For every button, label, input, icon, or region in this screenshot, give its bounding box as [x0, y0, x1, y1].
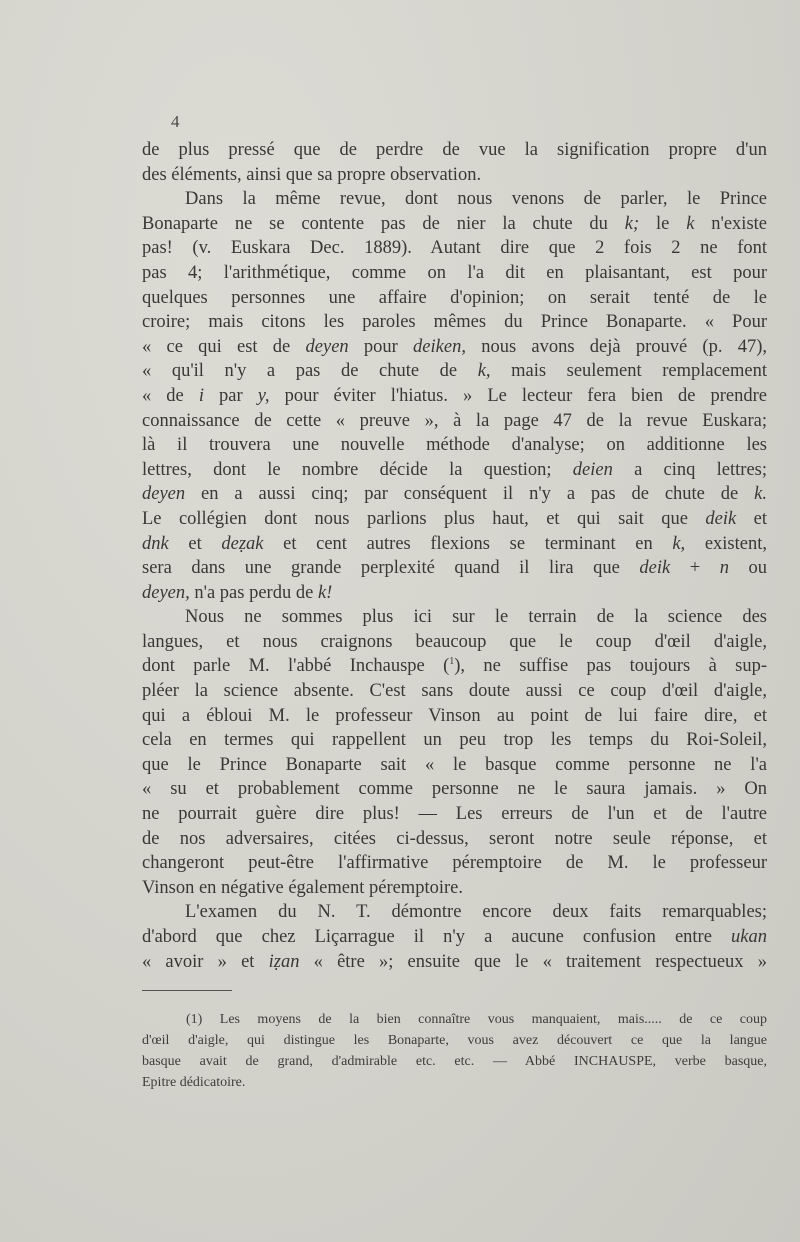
- text-line: [142, 337, 767, 362]
- text-line: [142, 853, 767, 878]
- text-segment: ou: [728, 558, 768, 579]
- footnote-line: Epitre dédicatoire.: [142, 1075, 246, 1090]
- footnote-line: d'œil d'aigle, qui distingue les Bonaparte, vous avez découvert ce que la langue: [142, 1033, 767, 1048]
- text-segment: de plus pressé que de perdre de vue la signification propre d'un: [142, 140, 767, 160]
- footnote-line: (1) Les moyens de la bien connaître vous manquaient, mais..... de ce coup: [186, 1012, 767, 1027]
- text-line: [142, 804, 767, 829]
- italic-term: k;: [624, 213, 640, 234]
- text-line: [142, 632, 767, 657]
- text-segment: mais seulement remplacement: [490, 361, 767, 382]
- text-line: [142, 214, 767, 239]
- text-segment: et: [736, 508, 768, 529]
- italic-term: k.: [754, 484, 767, 505]
- text-segment: croire; mais citons les paroles mêmes du Prince Bonaparte. « Pour: [142, 312, 767, 333]
- text-segment: Dans la même revue, dont nous venons de parler, le Prince: [185, 189, 767, 210]
- text-segment: Nous ne sommes plus ici sur le terrain de la science des: [185, 607, 767, 628]
- italic-term: ukan: [731, 927, 767, 947]
- text-segment: pléer la science absente. C'est sans doute aussi ce coup d'œil d'aigle,: [142, 681, 767, 702]
- text-line: [142, 607, 767, 632]
- text-line: [142, 411, 767, 436]
- text-segment: et cent autres flexions se terminant en: [263, 533, 673, 554]
- text-segment: en a aussi cinq; par conséquent il n'y a pas de chute de: [185, 484, 755, 505]
- text-segment: et: [168, 533, 222, 554]
- text-line: [142, 386, 767, 411]
- text-line: [142, 189, 767, 214]
- text-segment: ), ne suffise pas toujours à sup-: [454, 656, 767, 677]
- text-line: [142, 755, 767, 780]
- footnote-line: basque avait de grand, d'admirable etc. etc. — Abbé INCHAUSPE, verbe basque,: [142, 1054, 767, 1069]
- text-line: [142, 902, 767, 927]
- text-segment: nous avons dejà prouvé (p. 47),: [465, 336, 767, 357]
- text-line: [142, 927, 767, 952]
- text-segment: connaissance de cette « preuve », à la page 47 de la revue Euskara;: [142, 410, 767, 431]
- text-segment: a cinq lettres;: [612, 459, 767, 480]
- text-segment: cela en termes qui rappellent un peu trop les temps du Roi-Soleil,: [142, 730, 767, 751]
- text-segment: « su et probablement comme personne ne le saura jamais. » On: [142, 779, 767, 800]
- text-line: [142, 558, 767, 583]
- text-segment: pas 4; l'arithmétique, comme on l'a dit en plaisantant, est pour: [142, 262, 767, 283]
- text-segment: quelques personnes une affaire d'opinion; on serait tenté de le: [142, 287, 767, 308]
- text-segment: « être »; ensuite que le « traitement respectueux »: [299, 951, 767, 972]
- text-segment: là il trouvera une nouvelle méthode d'analyse; on additionne les: [142, 435, 767, 456]
- text-line: [142, 435, 767, 460]
- text-line: [142, 165, 767, 190]
- text-line: [142, 460, 767, 485]
- text-segment: pour: [348, 336, 414, 357]
- text-line: [142, 263, 767, 288]
- text-segment: « de: [142, 385, 199, 406]
- text-line: [142, 534, 767, 559]
- text-segment: Bonaparte ne se contente pas de nier la chute du: [142, 213, 625, 234]
- text-line: [142, 829, 767, 854]
- text-segment: dont parle M. l'abbé Inchauspe (: [142, 656, 450, 677]
- text-segment: « qu'il n'y a pas de chute de: [142, 361, 478, 382]
- body-text: [142, 140, 767, 976]
- text-segment: n'existe: [694, 213, 767, 234]
- text-segment: qui a ébloui M. le professeur Vinson au point de lui faire dire, et: [142, 705, 767, 726]
- text-line: [142, 681, 767, 706]
- footnote-ref: 1: [449, 656, 455, 668]
- text-segment: Vinson en négative également péremptoire.: [142, 877, 463, 898]
- italic-term: deyen: [142, 484, 186, 505]
- text-line: [142, 779, 767, 804]
- italic-term: n: [719, 558, 729, 579]
- italic-term: dnk: [142, 533, 169, 554]
- text-line: [142, 312, 767, 337]
- text-segment: existent,: [685, 533, 767, 554]
- text-segment: des éléments, ainsi que sa propre observation.: [142, 164, 482, 185]
- text-segment: n'a pas perdu de: [189, 582, 318, 603]
- italic-term: i: [198, 385, 204, 406]
- text-segment: que le Prince Bonaparte sait « le basque comme personne ne l'a: [142, 754, 767, 775]
- italic-term: deik: [705, 508, 737, 529]
- text-segment: pour éviter l'hiatus. » Le lecteur fera bien de prendre: [269, 385, 768, 406]
- text-segment: Le collégien dont nous parlions plus haut, et qui sait que: [142, 508, 706, 529]
- text-line: [142, 140, 767, 165]
- text-line: [142, 238, 767, 263]
- text-line: [142, 509, 767, 534]
- text-line: [142, 730, 767, 755]
- text-segment: « ce qui est de: [142, 336, 306, 357]
- italic-term: deyen: [305, 336, 349, 357]
- italic-term: y,: [257, 385, 270, 406]
- italic-term: k,: [477, 361, 491, 382]
- italic-term: k,: [672, 533, 686, 554]
- text-segment: « avoir » et: [142, 951, 269, 972]
- italic-term: deik: [639, 558, 671, 579]
- text-line: [142, 706, 767, 731]
- text-segment: par: [203, 385, 258, 406]
- text-line: [142, 484, 767, 509]
- text-segment: +: [670, 558, 720, 579]
- italic-term: deiken,: [413, 336, 466, 357]
- text-segment: d'abord que chez Liçarrague il n'y a aucune confusion entre: [142, 927, 732, 947]
- italic-term: deien: [572, 459, 613, 480]
- text-line: [142, 952, 767, 977]
- text-segment: de nos adversaires, citées ci-dessus, seront notre seule réponse, et: [142, 828, 767, 849]
- italic-term: deyen,: [142, 582, 190, 603]
- text-line: [142, 361, 767, 386]
- italic-term: k!: [317, 582, 333, 603]
- text-segment: L'examen du N. T. démontre encore deux faits remarquables;: [185, 902, 767, 923]
- text-segment: ne pourrait guère dire plus! — Les erreurs de l'un et de l'autre: [142, 804, 767, 825]
- text-segment: lettres, dont le nombre décide la question;: [142, 459, 573, 480]
- page-number: 4: [171, 112, 180, 131]
- text-segment: le: [639, 213, 687, 234]
- footnote-separator: [142, 990, 232, 991]
- text-line: [142, 583, 767, 608]
- italic-term: k: [686, 213, 695, 234]
- italic-term: iẓan: [268, 951, 300, 972]
- text-line: [142, 878, 767, 903]
- text-segment: langues, et nous craignons beaucoup que le coup d'œil d'aigle,: [142, 631, 767, 652]
- text-segment: sera dans une grande perplexité quand il lira que: [142, 558, 640, 579]
- italic-term: deẓak: [221, 533, 264, 554]
- footnote: [142, 1012, 767, 1096]
- text-segment: changeront peut-être l'affirmative péremptoire de M. le professeur: [142, 853, 767, 874]
- text-segment: pas! (v. Euskara Dec. 1889). Autant dire que 2 fois 2 ne font: [142, 238, 767, 259]
- text-line: [142, 288, 767, 313]
- text-line: [142, 656, 767, 681]
